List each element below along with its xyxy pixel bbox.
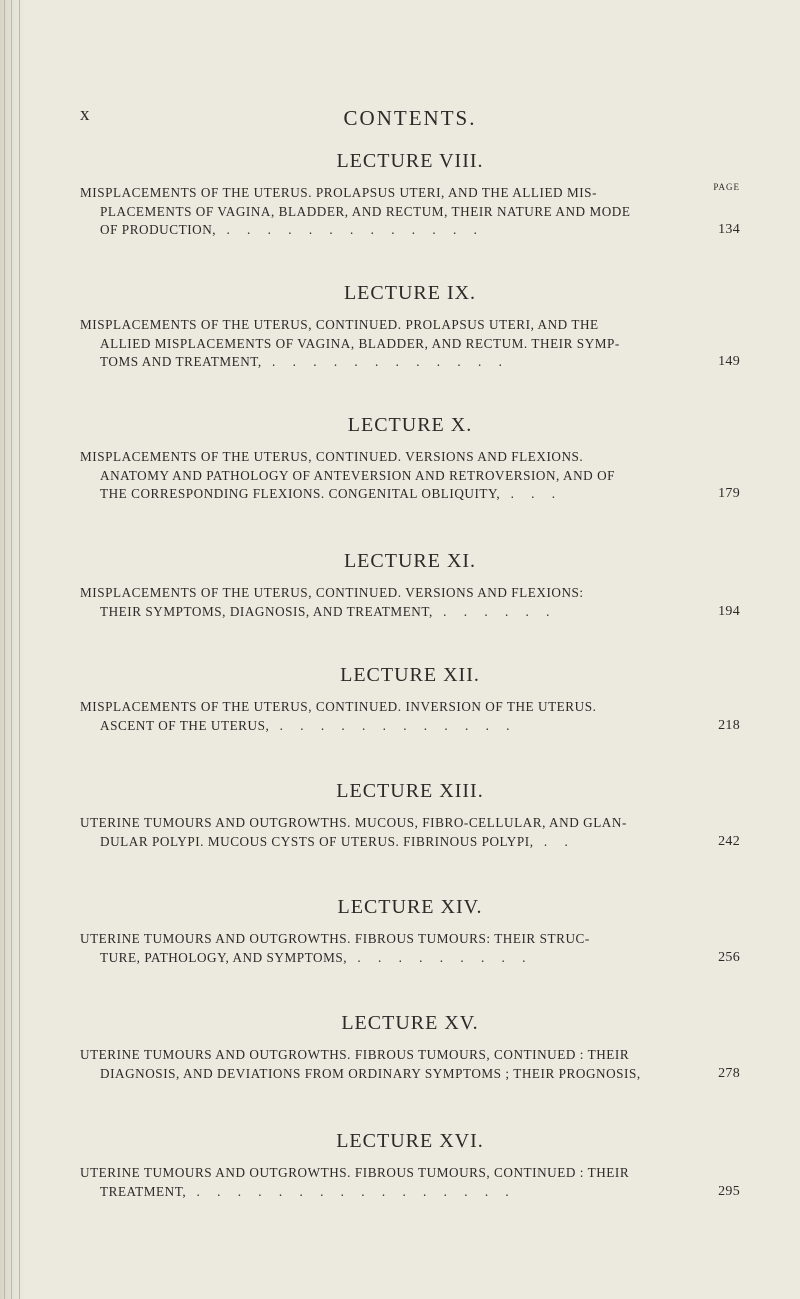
lecture-description: [80, 584, 740, 621]
dot-leaders: . . . . . . . . . . . . .: [216, 222, 484, 237]
lecture-description: [80, 698, 740, 735]
page-number: 218: [718, 717, 740, 733]
description-line: MISPLACEMENTS OF THE UTERUS. PROLAPSUS UTERI, AND THE ALLIED MIS-: [80, 185, 598, 200]
lecture-title: LECTURE XIII.: [336, 780, 484, 802]
description-line: ALLIED MISPLACEMENTS OF VAGINA, BLADDER, AND RECTUM. THEIR SYMP-: [100, 335, 620, 351]
page-number: 256: [718, 949, 740, 965]
description-line: OF PRODUCTION, . . . . . . . . . . . . .: [100, 222, 484, 237]
lecture-description: [80, 930, 740, 967]
description-line: MISPLACEMENTS OF THE UTERUS, CONTINUED. VERSIONS AND FLEXIONS:: [80, 585, 584, 600]
dot-leaders: . . . . . . . . .: [347, 949, 533, 965]
lecture-title: LECTURE XV.: [341, 1012, 479, 1034]
description-line: MISPLACEMENTS OF THE UTERUS, CONTINUED. VERSIONS AND FLEXIONS.: [80, 449, 584, 464]
lecture-entry: [80, 278, 740, 372]
description-line: UTERINE TUMOURS AND OUTGROWTHS. FIBROUS TUMOURS: THEIR STRUC-: [80, 931, 590, 946]
description-line: DIAGNOSIS, AND DEVIATIONS FROM ORDINARY SYMPTOMS ; THEIR PROGNOSIS,: [100, 1065, 641, 1081]
description-line: PLACEMENTS OF VAGINA, BLADDER, AND RECTUM, THEIR NATURE AND MODE: [100, 203, 631, 219]
description-line: UTERINE TUMOURS AND OUTGROWTHS. FIBROUS TUMOURS, CONTINUED : THEIR: [80, 1165, 630, 1180]
spine-line: [19, 0, 20, 1299]
dot-leaders: . .: [533, 833, 575, 849]
contents-page: [80, 0, 740, 1299]
description-line: UTERINE TUMOURS AND OUTGROWTHS. FIBROUS TUMOURS, CONTINUED : THEIR: [80, 1047, 630, 1062]
lecture-description: [80, 814, 740, 851]
dot-leaders: . . .: [500, 486, 563, 501]
lecture-title: LECTURE X.: [347, 414, 473, 436]
lecture-entry: [80, 146, 740, 240]
lecture-title: LECTURE VIII.: [336, 150, 484, 172]
page-number: 194: [718, 603, 740, 619]
lecture-entry: [80, 660, 740, 735]
running-title: CONTENTS.: [343, 106, 477, 130]
lecture-title: LECTURE XIV.: [337, 896, 483, 918]
page-number: 179: [718, 486, 740, 501]
description-line: UTERINE TUMOURS AND OUTGROWTHS. MUCOUS, FIBRO-CELLULAR, AND GLAN-: [80, 815, 627, 830]
spine-line: [11, 0, 12, 1299]
lecture-entry: [80, 1008, 740, 1083]
page-number: 242: [718, 833, 740, 849]
lecture-entry: [80, 1126, 740, 1201]
page-number: 295: [718, 1183, 740, 1199]
lecture-entry: [80, 410, 740, 504]
spine-line: [4, 0, 5, 1299]
description-line: ANATOMY AND PATHOLOGY OF ANTEVERSION AND RETROVERSION, AND OF: [100, 467, 616, 483]
lecture-description: [80, 316, 740, 372]
folio-number: x: [80, 104, 90, 125]
lecture-title: LECTURE XI.: [343, 550, 477, 572]
lecture-description: [80, 1046, 740, 1083]
lecture-title: LECTURE IX.: [343, 282, 477, 304]
lecture-description: [80, 1164, 740, 1201]
lecture-entry: [80, 776, 740, 851]
lecture-title: LECTURE XII.: [340, 664, 480, 686]
lecture-description: [80, 448, 740, 504]
dot-leaders: . . . . . . . . . . . . . . . .: [186, 1183, 516, 1199]
description-line: TURE, PATHOLOGY, AND SYMPTOMS, . . . . . . . . .: [100, 949, 533, 965]
dot-leaders: . . . . . . . . . . . .: [261, 354, 509, 369]
description-line: MISPLACEMENTS OF THE UTERUS, CONTINUED. INVERSION OF THE UTERUS.: [80, 699, 597, 714]
description-line: TREATMENT, . . . . . . . . . . . . . . . .: [100, 1183, 516, 1199]
description-line: TOMS AND TREATMENT, . . . . . . . . . . . .: [100, 354, 509, 369]
lecture-title: LECTURE XVI.: [336, 1130, 484, 1152]
lecture-entry: [80, 892, 740, 967]
page-number: 278: [718, 1065, 740, 1081]
page-number: 149: [718, 354, 740, 369]
description-line: MISPLACEMENTS OF THE UTERUS, CONTINUED. PROLAPSUS UTERI, AND THE: [80, 317, 599, 332]
page-column-label: PAGE: [713, 182, 740, 192]
description-line: DULAR POLYPI. MUCOUS CYSTS OF UTERUS. FIBRINOUS POLYPI, . .: [100, 833, 575, 849]
lecture-description: [80, 184, 740, 240]
page-number: 134: [718, 222, 740, 237]
lecture-entry: [80, 546, 740, 621]
description-line: THEIR SYMPTOMS, DIAGNOSIS, AND TREATMENT, . . . . . .: [100, 603, 557, 619]
description-line: THE CORRESPONDING FLEXIONS. CONGENITAL OBLIQUITY, . . .: [100, 486, 563, 501]
dot-leaders: . . . . . . . . . . . .: [269, 717, 517, 733]
book-spine-shadow: [0, 0, 26, 1299]
page-header: [80, 104, 740, 134]
dot-leaders: . . . . . .: [432, 603, 557, 619]
description-line: ASCENT OF THE UTERUS, . . . . . . . . . . . .: [100, 717, 517, 733]
